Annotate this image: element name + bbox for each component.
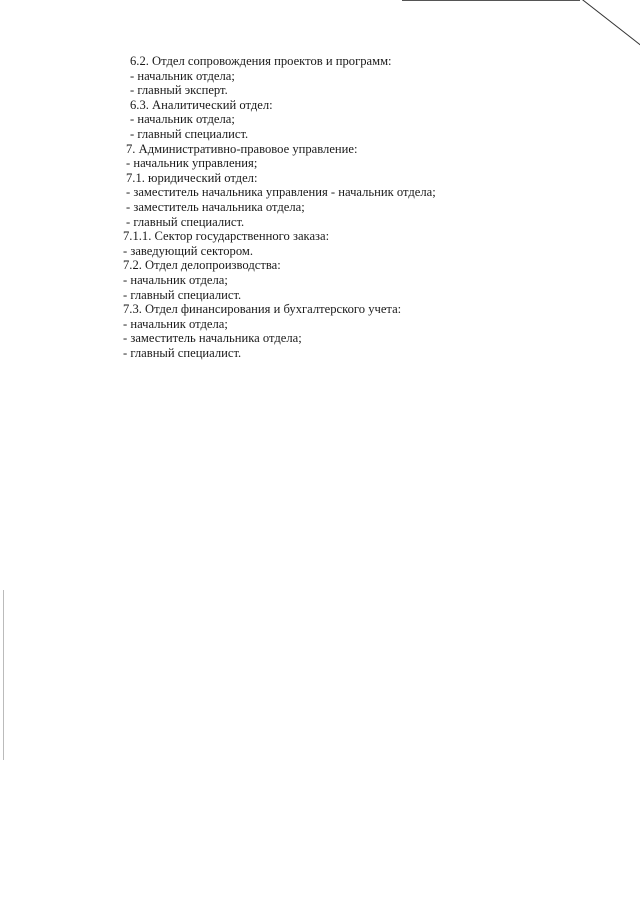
- list-item: - главный специалист.: [126, 214, 245, 229]
- staff-list: [123, 54, 543, 360]
- section-heading: 7.1. юридический отдел:: [126, 170, 258, 185]
- list-item: - главный эксперт.: [130, 83, 228, 98]
- list-item: - заместитель начальника отдела;: [126, 199, 305, 214]
- list-item: - заместитель начальника отдела;: [123, 331, 302, 346]
- list-item: - начальник отдела;: [123, 316, 228, 331]
- list-item: - заведующий сектором.: [123, 243, 254, 258]
- section-heading: 7. Административно-правовое управление:: [126, 141, 358, 156]
- page-top-edge-line: [402, 0, 580, 1]
- list-item: - начальник управления;: [126, 156, 258, 171]
- page-corner-fold-line: [575, 0, 640, 48]
- section-heading: 7.1.1. Сектор государственного заказа:: [123, 229, 330, 244]
- section-heading: 7.2. Отдел делопроизводства:: [123, 258, 281, 273]
- page-left-edge-line: [3, 590, 4, 760]
- section-heading: 7.3. Отдел финансирования и бухгалтерского учета:: [123, 302, 402, 317]
- section-heading: 6.3. Аналитический отдел:: [130, 97, 273, 112]
- list-item: - начальник отдела;: [130, 112, 235, 127]
- list-item: - главный специалист.: [123, 345, 242, 360]
- list-item: - начальник отдела;: [123, 272, 228, 287]
- list-item: - заместитель начальника управления - начальник отдела;: [126, 185, 436, 200]
- list-item: - начальник отдела;: [130, 68, 235, 83]
- section-heading: 6.2. Отдел сопровождения проектов и программ:: [130, 54, 392, 68]
- list-item: - главный специалист.: [123, 287, 242, 302]
- list-item: - главный специалист.: [130, 126, 249, 141]
